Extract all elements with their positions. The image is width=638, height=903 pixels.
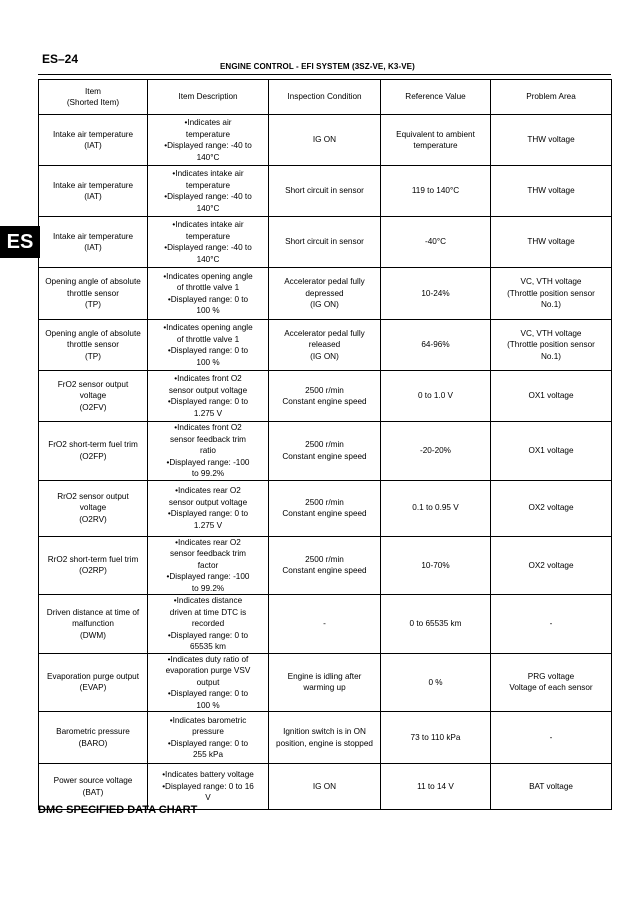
- reference-cell: 0 %: [381, 653, 491, 712]
- column-header-problem-area: Problem Area: [491, 80, 612, 115]
- description-cell: •Indicates front O2 sensor output voltage •Displayed range: 0 to 1.275 V: [148, 371, 269, 422]
- problem-area-cell: THW voltage: [491, 166, 612, 217]
- reference-cell: 11 to 14 V: [381, 764, 491, 810]
- reference-cell: 0 to 65535 km: [381, 595, 491, 654]
- problem-area-cell: THW voltage: [491, 115, 612, 166]
- reference-cell: -20-20%: [381, 422, 491, 481]
- item-cell: FrO2 sensor output voltage (O2FV): [39, 371, 148, 422]
- column-header-reference: Reference Value: [381, 80, 491, 115]
- table-row: [39, 268, 612, 320]
- problem-area-cell: OX2 voltage: [491, 536, 612, 595]
- problem-area-cell: PRG voltage Voltage of each sensor: [491, 653, 612, 712]
- description-cell: •Indicates front O2 sensor feedback trim ratio •Displayed range: -100 to 99.2%: [148, 422, 269, 481]
- problem-area-cell: OX1 voltage: [491, 371, 612, 422]
- condition-cell: Engine is idling after warming up: [269, 653, 381, 712]
- reference-cell: 10-24%: [381, 268, 491, 320]
- condition-cell: IG ON: [269, 115, 381, 166]
- item-cell: RrO2 short-term fuel trim (O2RP): [39, 536, 148, 595]
- description-cell: •Indicates distance driven at time DTC is recorded •Displayed range: 0 to 65535 km: [148, 595, 269, 654]
- problem-area-cell: -: [491, 712, 612, 764]
- item-cell: Intake air temperature (IAT): [39, 115, 148, 166]
- item-cell: Evaporation purge output (EVAP): [39, 653, 148, 712]
- item-cell: RrO2 sensor output voltage (O2RV): [39, 480, 148, 536]
- table-row: [39, 217, 612, 268]
- description-cell: •Indicates opening angle of throttle valve 1 •Displayed range: 0 to 100 %: [148, 268, 269, 320]
- reference-cell: 0 to 1.0 V: [381, 371, 491, 422]
- condition-cell: 2500 r/min Constant engine speed: [269, 536, 381, 595]
- condition-cell: Accelerator pedal fully released (IG ON): [269, 320, 381, 371]
- problem-area-cell: OX2 voltage: [491, 480, 612, 536]
- table-row: [39, 115, 612, 166]
- problem-area-cell: OX1 voltage: [491, 422, 612, 481]
- description-cell: •Indicates intake air temperature •Displayed range: -40 to 140°C: [148, 217, 269, 268]
- condition-cell: Accelerator pedal fully depressed (IG ON): [269, 268, 381, 320]
- reference-cell: 73 to 110 kPa: [381, 712, 491, 764]
- description-cell: •Indicates rear O2 sensor output voltage •Displayed range: 0 to 1.275 V: [148, 480, 269, 536]
- reference-cell: 0.1 to 0.95 V: [381, 480, 491, 536]
- item-cell: Intake air temperature (IAT): [39, 166, 148, 217]
- reference-cell: 119 to 140°C: [381, 166, 491, 217]
- item-cell: Power source voltage (BAT): [39, 764, 148, 810]
- problem-area-cell: BAT voltage: [491, 764, 612, 810]
- description-cell: •Indicates rear O2 sensor feedback trim factor •Displayed range: -100 to 99.2%: [148, 536, 269, 595]
- problem-area-cell: VC, VTH voltage (Throttle position sensor No.1): [491, 268, 612, 320]
- table-row: [39, 653, 612, 712]
- condition-cell: Ignition switch is in ON position, engine is stopped: [269, 712, 381, 764]
- reference-cell: 10-70%: [381, 536, 491, 595]
- header-rule: [38, 74, 611, 75]
- header-title: ENGINE CONTROL - EFI SYSTEM (3SZ-VE, K3-VE): [220, 62, 415, 71]
- column-header-item: Item (Shorted Item): [39, 80, 148, 115]
- problem-area-cell: VC, VTH voltage (Throttle position sensor No.1): [491, 320, 612, 371]
- condition-cell: 2500 r/min Constant engine speed: [269, 480, 381, 536]
- description-cell: •Indicates air temperature •Displayed range: -40 to 140°C: [148, 115, 269, 166]
- chart-title: DMC SPECIFIED DATA CHART: [38, 804, 198, 816]
- table-row: [39, 320, 612, 371]
- table-row: [39, 480, 612, 536]
- condition-cell: 2500 r/min Constant engine speed: [269, 371, 381, 422]
- description-cell: •Indicates intake air temperature •Displayed range: -40 to 140°C: [148, 166, 269, 217]
- item-cell: Barometric pressure (BARO): [39, 712, 148, 764]
- problem-area-cell: THW voltage: [491, 217, 612, 268]
- page-number: ES–24: [42, 52, 79, 66]
- description-cell: •Indicates barometric pressure •Displayed range: 0 to 255 kPa: [148, 712, 269, 764]
- reference-cell: Equivalent to ambient temperature: [381, 115, 491, 166]
- table-row: [39, 371, 612, 422]
- table-row: [39, 712, 612, 764]
- problem-area-cell: -: [491, 595, 612, 654]
- condition-cell: Short circuit in sensor: [269, 217, 381, 268]
- table-row: [39, 764, 612, 810]
- section-tab: ES: [0, 226, 40, 258]
- condition-cell: 2500 r/min Constant engine speed: [269, 422, 381, 481]
- condition-cell: Short circuit in sensor: [269, 166, 381, 217]
- item-cell: FrO2 short-term fuel trim (O2FP): [39, 422, 148, 481]
- item-cell: Intake air temperature (IAT): [39, 217, 148, 268]
- table-row: [39, 536, 612, 595]
- item-cell: Opening angle of absolute throttle sensor (TP): [39, 268, 148, 320]
- table-header-row: [39, 80, 612, 115]
- table-row: [39, 595, 612, 654]
- column-header-description: Item Description: [148, 80, 269, 115]
- condition-cell: -: [269, 595, 381, 654]
- table-row: [39, 422, 612, 481]
- condition-cell: IG ON: [269, 764, 381, 810]
- description-cell: •Indicates opening angle of throttle valve 1 •Displayed range: 0 to 100 %: [148, 320, 269, 371]
- description-cell: •Indicates battery voltage •Displayed range: 0 to 16 V: [148, 764, 269, 810]
- description-cell: •Indicates duty ratio of evaporation purge VSV output •Displayed range: 0 to 100 %: [148, 653, 269, 712]
- item-cell: Opening angle of absolute throttle sensor (TP): [39, 320, 148, 371]
- reference-cell: -40°C: [381, 217, 491, 268]
- reference-cell: 64-96%: [381, 320, 491, 371]
- specified-data-table: [38, 79, 612, 810]
- table-row: [39, 166, 612, 217]
- item-cell: Driven distance at time of malfunction (DWM): [39, 595, 148, 654]
- column-header-condition: Inspection Condition: [269, 80, 381, 115]
